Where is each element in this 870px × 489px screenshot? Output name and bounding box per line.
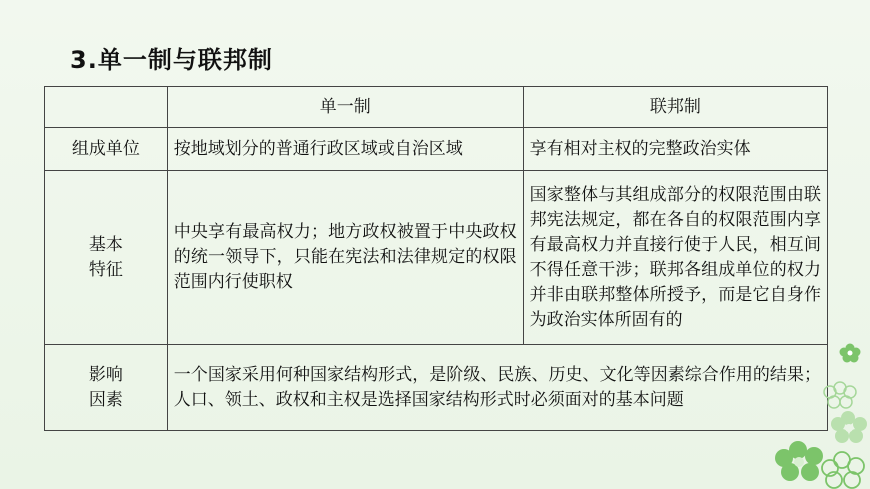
flower-icon-corner xyxy=(822,452,864,488)
row-label-factors-line2: 因素 xyxy=(88,389,123,410)
cell-federal-features: 国家整体与其组成部分的权限范围由联邦宪法规定，都在各自的权限范围内享有最高权力并直接行使于人民，相互间不得任意干涉；联邦各组成单位的权力并非由联邦整体所授予，而是它自身作为政治实体所固有的 xyxy=(523,171,827,345)
flower-icon-small xyxy=(840,344,861,363)
row-label-factors-line1: 影响 xyxy=(88,364,123,385)
cell-unitary-composition: 按地域划分的普通行政区域或自治区域 xyxy=(167,128,523,171)
table-row xyxy=(45,345,828,431)
header-unitary: 单一制 xyxy=(167,87,523,128)
corner-cell xyxy=(45,87,168,128)
flower-icon-large xyxy=(775,441,823,481)
row-label-features xyxy=(45,171,168,345)
cell-federal-composition: 享有相对主权的完整政治实体 xyxy=(523,128,827,171)
table-row xyxy=(45,171,828,345)
flower-icon-outline xyxy=(824,382,856,408)
comparison-table xyxy=(44,86,828,431)
flower-decoration xyxy=(770,330,870,489)
page-title: 3.单一制与联邦制 xyxy=(70,46,273,74)
table-row xyxy=(45,128,828,171)
table-header-row xyxy=(45,87,828,128)
cell-factors-merged: 一个国家采用何种国家结构形式，是阶级、民族、历史、文化等因素综合作用的结果；人口、领土、政权和主权是选择国家结构形式时必须面对的基本问题 xyxy=(167,345,827,431)
row-label-features-line1: 基本 xyxy=(88,234,123,255)
row-label-composition: 组成单位 xyxy=(45,128,168,171)
header-federal: 联邦制 xyxy=(523,87,827,128)
row-label-features-line2: 特征 xyxy=(88,259,123,280)
flower-icon-medium xyxy=(831,411,867,443)
row-label-factors xyxy=(45,345,168,431)
cell-unitary-features: 中央享有最高权力；地方政权被置于中央政权的统一领导下，只能在宪法和法律规定的权限范围内行使职权 xyxy=(167,171,523,345)
